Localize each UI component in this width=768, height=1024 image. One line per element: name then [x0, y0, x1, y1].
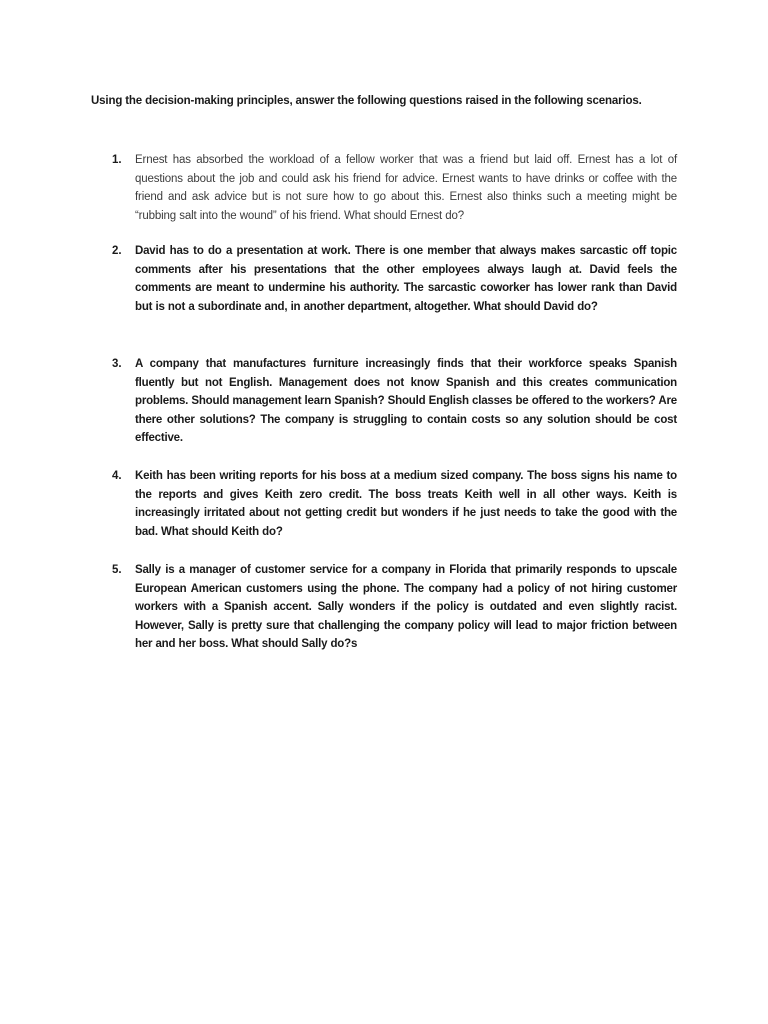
- question-text: David has to do a presentation at work. There is one member that always makes sarcastic off topic comments after his presentations that the other employees always laugh at. David feels the comments are meant to undermine his authority. The sarcastic coworker has lower rank than David but is not a subordinate and, in another department, altogether. What should David do?: [135, 245, 677, 313]
- question-number: 1.: [112, 154, 122, 166]
- question-number: 4.: [112, 470, 122, 482]
- question-text: Keith has been writing reports for his boss at a medium sized company. The boss signs his name to the reports and gives Keith zero credit. The boss treats Keith well in all other ways. Keith is increasingly irritated about not getting credit but wonders if he just needs to take the good with the bad. What should Keith do?: [135, 470, 677, 538]
- question-number: 5.: [112, 564, 122, 576]
- question-number: 2.: [112, 245, 122, 257]
- question-text: Ernest has absorbed the workload of a fellow worker that was a friend but laid off. Ernest has a lot of questions about the job and could ask his friend for advice. Ernest wants to have drinks or coffee with the friend and ask advice but is not sure how to go about this. Ernest also thinks such a meeting might be “rubbing salt into the wound” of his friend. What should Ernest do?: [135, 154, 677, 222]
- intro-instruction: Using the decision-making principles, answer the following questions raised in the following scenarios.: [91, 95, 642, 107]
- question-text: Sally is a manager of customer service for a company in Florida that primarily responds to upscale European American customers using the phone. The company had a policy of not hiring customer workers with a Spanish accent. Sally wonders if the policy is outdated and even slightly racist. However, Sally is pretty sure that challenging the company policy will lead to major friction between her and her boss. What should Sally do?s: [135, 564, 677, 651]
- question-text: A company that manufactures furniture increasingly finds that their workforce speaks Spanish fluently but not English. Management does not know Spanish and this creates communication problems. Should management learn Spanish? Should English classes be offered to the workers? Are there other solutions? The company is struggling to contain costs so any solution should be cost effective.: [135, 358, 677, 445]
- question-number: 3.: [112, 358, 122, 370]
